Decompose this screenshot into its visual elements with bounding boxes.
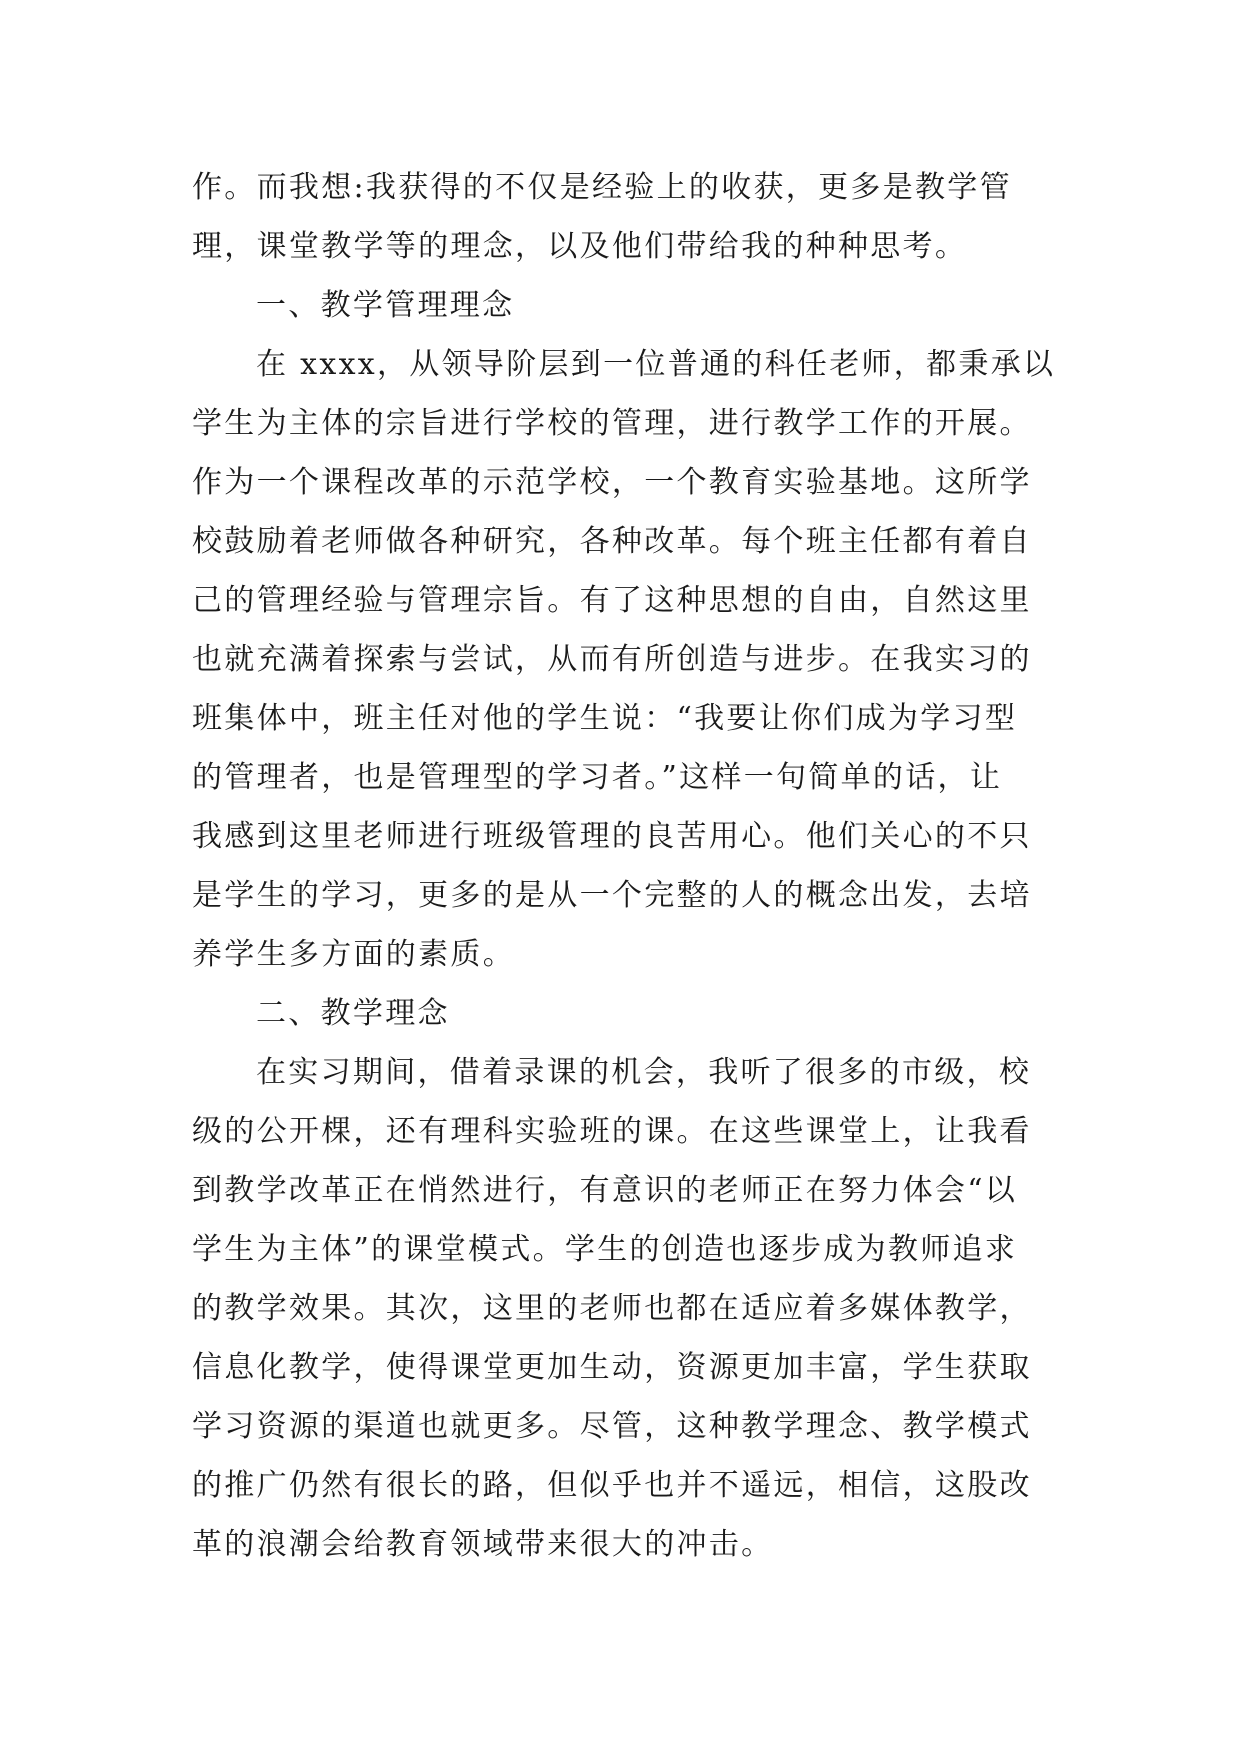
text-line: 学生为主体的宗旨进行学校的管理，进行教学工作的开展。 [192,406,1032,441]
text-line: 学习资源的渠道也就更多。尽管，这种教学理念、教学模式 [192,1409,1032,1444]
text-line: 养学生多方面的素质。 [192,937,515,972]
text-line: 作为一个课程改革的示范学校，一个教育实验基地。这所学 [192,465,1032,500]
body-text [192,158,1072,1574]
text-line: 校鼓励着老师做各种研究，各种改革。每个班主任都有着自 [192,524,1032,559]
text-line: 到教学改革正在悄然进行，有意识的老师正在努力体会“以 [192,1173,1018,1208]
section-heading: 一、教学管理理念 [256,288,515,323]
text-line: 在实习期间，借着录课的机会，我听了很多的市级，校 [256,1055,1032,1090]
text-line: 级的公开棵，还有理科实验班的课。在这些课堂上，让我看 [192,1114,1032,1149]
text-line: 作。而我想:我获得的不仅是经验上的收获，更多是教学管 [192,170,1012,205]
text-line: 学生为主体”的课堂模式。学生的创造也逐步成为教师追求 [192,1232,1018,1267]
text-line: 信息化教学，使得课堂更加生动，资源更加丰富，学生获取 [192,1350,1032,1385]
section-heading: 二、教学理念 [256,996,450,1031]
text-line: 班集体中，班主任对他的学生说：“我要让你们成为学习型 [192,701,1018,736]
text-line: 的推广仍然有很长的路，但似乎也并不遥远，相信，这股改 [192,1468,1032,1503]
text-line: 革的浪潮会给教育领域带来很大的冲击。 [192,1527,774,1562]
text-line: 在 xxxx，从领导阶层到一位普通的科任老师，都秉承以 [256,347,1056,382]
text-line: 是学生的学习，更多的是从一个完整的人的概念出发，去培 [192,878,1032,913]
text-line: 己的管理经验与管理宗旨。有了这种思想的自由，自然这里 [192,583,1032,618]
text-line: 的教学效果。其次，这里的老师也都在适应着多媒体教学， [192,1291,1032,1326]
text-line: 理，课堂教学等的理念，以及他们带给我的种种思考。 [192,229,968,264]
text-line: 的管理者，也是管理型的学习者。”这样一句简单的话，让 [192,760,1003,795]
text-line: 也就充满着探索与尝试，从而有所创造与进步。在我实习的 [192,642,1032,677]
text-line: 我感到这里老师进行班级管理的良苦用心。他们关心的不只 [192,819,1032,854]
